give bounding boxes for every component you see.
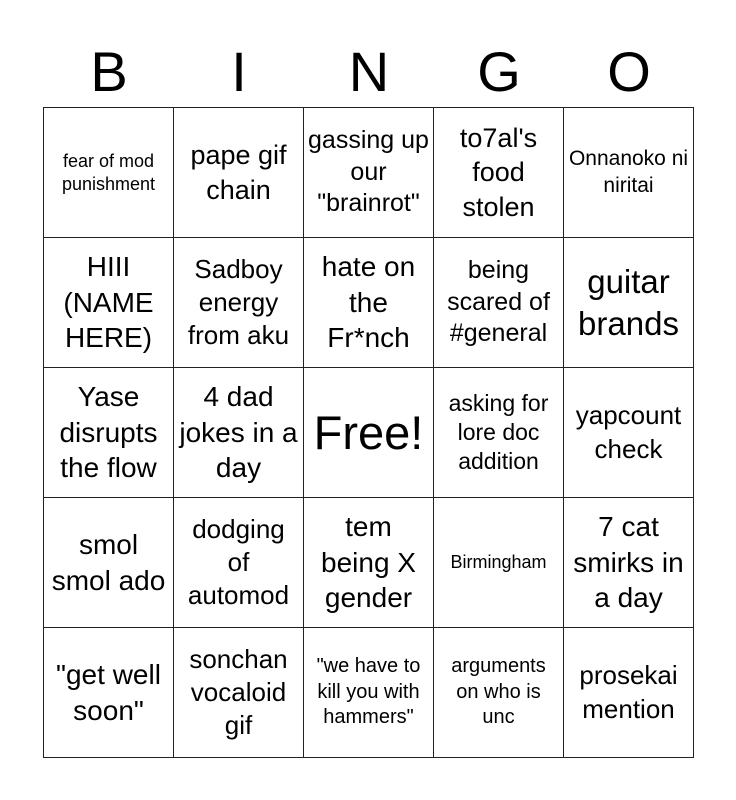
bingo-board <box>43 107 694 758</box>
bingo-cell[interactable]: prosekai mention <box>564 628 694 758</box>
bingo-cell[interactable]: gassing up our "brainrot" <box>304 108 434 238</box>
bingo-cell[interactable]: Yase disrupts the flow <box>44 368 174 498</box>
bingo-cell[interactable]: Birmingham <box>434 498 564 628</box>
bingo-cell[interactable]: "we have to kill you with hammers" <box>304 628 434 758</box>
bingo-cell[interactable]: to7al's food stolen <box>434 108 564 238</box>
bingo-cell[interactable]: 7 cat smirks in a day <box>564 498 694 628</box>
bingo-cell[interactable]: HIII (NAME HERE) <box>44 238 174 368</box>
bingo-cell[interactable]: smol smol ado <box>44 498 174 628</box>
bingo-cell[interactable]: sonchan vocaloid gif <box>174 628 304 758</box>
free-space-cell[interactable]: Free! <box>304 368 434 498</box>
header-letter-i: I <box>231 40 247 103</box>
bingo-cell[interactable]: 4 dad jokes in a day <box>174 368 304 498</box>
bingo-cell[interactable]: arguments on who is unc <box>434 628 564 758</box>
bingo-cell[interactable]: tem being X gender <box>304 498 434 628</box>
bingo-cell[interactable]: "get well soon" <box>44 628 174 758</box>
bingo-cell[interactable]: guitar brands <box>564 238 694 368</box>
bingo-cell[interactable]: Onnanoko ni niritai <box>564 108 694 238</box>
board-row <box>44 108 694 238</box>
header-letter-g: G <box>477 40 521 103</box>
board-row <box>44 238 694 368</box>
bingo-cell[interactable]: being scared of #general <box>434 238 564 368</box>
bingo-cell[interactable]: fear of mod punishment <box>44 108 174 238</box>
bingo-cell[interactable]: hate on the Fr*nch <box>304 238 434 368</box>
header-letter-o: O <box>607 40 651 103</box>
board-row <box>44 498 694 628</box>
bingo-cell[interactable]: dodging of automod <box>174 498 304 628</box>
bingo-header <box>44 40 694 104</box>
bingo-cell[interactable]: pape gif chain <box>174 108 304 238</box>
board-row <box>44 368 694 498</box>
bingo-cell[interactable]: yapcount check <box>564 368 694 498</box>
bingo-cell[interactable]: Sadboy energy from aku <box>174 238 304 368</box>
header-letter-n: N <box>348 40 390 103</box>
header-letter-b: B <box>90 40 128 103</box>
board-row <box>44 628 694 758</box>
bingo-cell[interactable]: asking for lore doc addition <box>434 368 564 498</box>
